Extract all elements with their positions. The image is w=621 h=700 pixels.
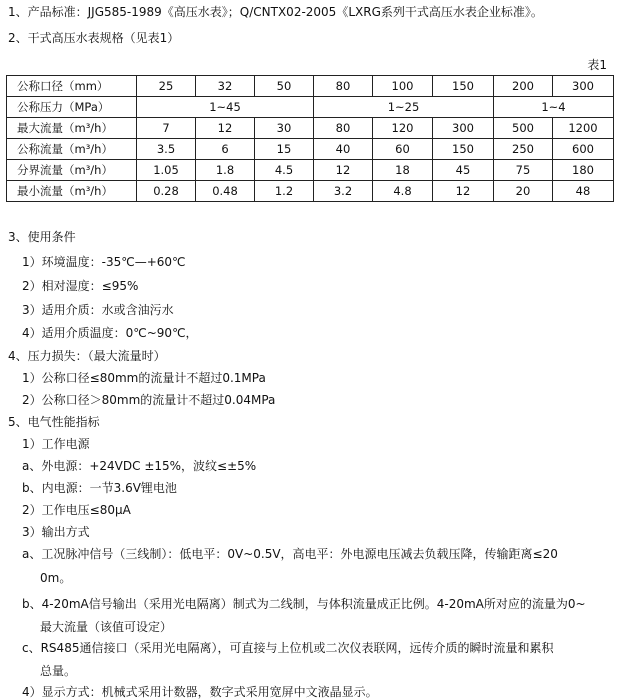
table-cell: 1.2	[255, 181, 314, 202]
table-cell: 75	[494, 160, 553, 181]
table-cell: 48	[553, 181, 614, 202]
table-cell: 180	[553, 160, 614, 181]
table-cell: 250	[494, 139, 553, 160]
table-cell: 150	[433, 76, 494, 97]
table-cell: 12	[314, 160, 373, 181]
row-label: 最小流量（m³/h）	[7, 181, 137, 202]
table-cell: 32	[196, 76, 255, 97]
table-cell: 12	[433, 181, 494, 202]
power-internal: b、内电源：一节3.6V锂电池	[22, 481, 177, 495]
output-rs485-cont: 总量。	[40, 664, 77, 678]
condition-item: 3）适用介质：水或含油污水	[22, 303, 174, 317]
row-label: 最大流量（m³/h）	[7, 118, 137, 139]
output-current: b、4-20mA信号输出（采用光电隔离）制式为二线制，与体积流量成正比例。4-20mA所对应的流量为0~	[22, 597, 586, 611]
table-cell: 80	[314, 76, 373, 97]
table-caption: 表1	[587, 58, 607, 72]
display-mode: 4）显示方式：机械式采用计数器，数字式采用宽屏中文液晶显示。	[22, 685, 378, 699]
electrical-title: 5、电气性能指标	[8, 415, 100, 429]
pressure-label: 公称压力（MPa）	[7, 97, 137, 118]
table-cell: 0.48	[196, 181, 255, 202]
table-cell: 0.28	[137, 181, 196, 202]
table-cell: 1.8	[196, 160, 255, 181]
table-cell: 7	[137, 118, 196, 139]
pressure-loss-item: 1）公称口径≤80mm的流量计不超过0.1MPa	[22, 371, 266, 385]
table-cell: 4.8	[373, 181, 433, 202]
condition-item: 4）适用介质温度：0℃~90℃，	[22, 326, 198, 340]
table-cell: 20	[494, 181, 553, 202]
table-cell: 1.05	[137, 160, 196, 181]
table-cell: 600	[553, 139, 614, 160]
row-label: 公称流量（m³/h）	[7, 139, 137, 160]
table-cell: 50	[255, 76, 314, 97]
table-cell: 12	[196, 118, 255, 139]
spec-table	[6, 75, 614, 202]
table-cell: 120	[373, 118, 433, 139]
table-cell: 18	[373, 160, 433, 181]
table-row	[7, 97, 614, 118]
table-cell: 6	[196, 139, 255, 160]
output-title: 3）输出方式	[22, 525, 90, 539]
table-cell: 60	[373, 139, 433, 160]
table-row	[7, 160, 614, 181]
pressure-loss-item: 2）公称口径＞80mm的流量计不超过0.04MPa	[22, 393, 276, 407]
row-label: 分界流量（m³/h）	[7, 160, 137, 181]
table-cell: 200	[494, 76, 553, 97]
conditions-title: 3、使用条件	[8, 230, 76, 244]
table-cell: 100	[373, 76, 433, 97]
table-cell: 30	[255, 118, 314, 139]
table-cell: 300	[433, 118, 494, 139]
table-cell: 80	[314, 118, 373, 139]
table-cell: 3.2	[314, 181, 373, 202]
table-cell: 15	[255, 139, 314, 160]
output-pulse: a、工况脉冲信号（三线制）：低电平：0V~0.5V，高电平：外电源电压减去负载压降，传输距离≤20	[22, 547, 558, 561]
table-cell: 3.5	[137, 139, 196, 160]
table-cell: 40	[314, 139, 373, 160]
pressure-loss-title: 4、压力损失：（最大流量时）	[8, 349, 166, 363]
table-cell: 500	[494, 118, 553, 139]
output-current-cont: 最大流量（该值可设定）	[40, 620, 173, 634]
condition-item: 2）相对湿度：≤95%	[22, 279, 139, 293]
spec-heading: 2、干式高压水表规格（见表1）	[8, 31, 180, 45]
table-cell: 1~45	[137, 97, 314, 118]
output-pulse-cont: 0m。	[40, 571, 72, 585]
table-row	[7, 76, 614, 97]
working-voltage: 2）工作电压≤80μA	[22, 503, 131, 517]
table-cell: 1~4	[494, 97, 614, 118]
power-external: a、外电源：+24VDC ±15%，波纹≤±5%	[22, 459, 257, 473]
table-cell: 300	[553, 76, 614, 97]
table-row	[7, 118, 614, 139]
table-cell: 1200	[553, 118, 614, 139]
condition-item: 1）环境温度：-35℃—+60℃	[22, 255, 186, 269]
table-cell: 25	[137, 76, 196, 97]
table-cell: 150	[433, 139, 494, 160]
output-rs485: c、RS485通信接口（采用光电隔离），可直接与上位机或二次仪表联网，远传介质的瞬时流量和累积	[22, 641, 554, 655]
table-row	[7, 181, 614, 202]
table-row	[7, 139, 614, 160]
table-cell: 1~25	[314, 97, 494, 118]
table-cell: 45	[433, 160, 494, 181]
power-title: 1）工作电源	[22, 437, 90, 451]
table-cell: 4.5	[255, 160, 314, 181]
standard-line: 1、产品标准：JJG585-1989《高压水表》；Q/CNTX02-2005《LXRG系列干式高压水表企业标准》。	[8, 5, 543, 19]
header-label: 公称口径（mm）	[7, 76, 137, 97]
